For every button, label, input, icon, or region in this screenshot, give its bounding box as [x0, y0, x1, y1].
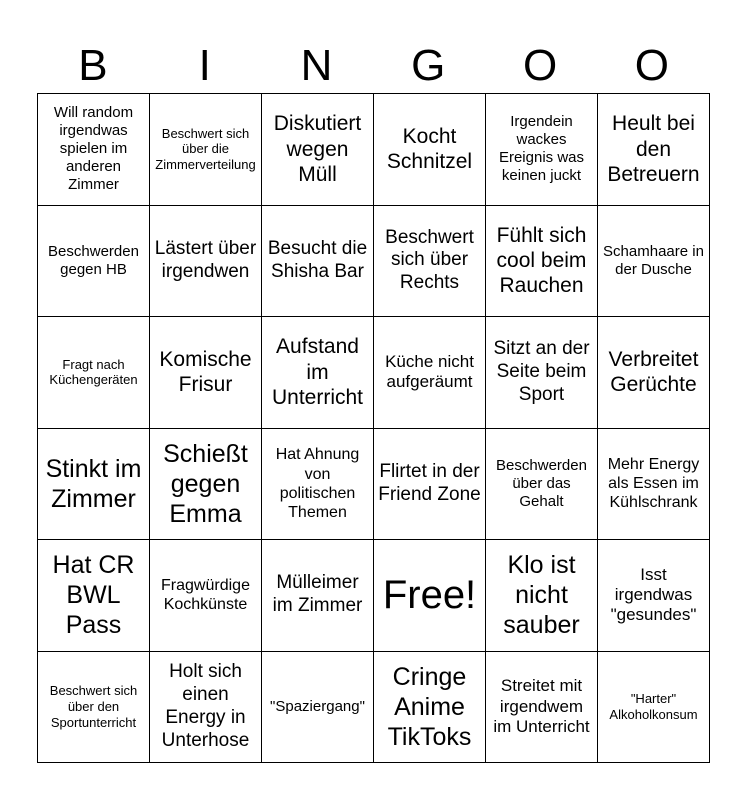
cell-text: Heult bei den Betreuern: [607, 112, 700, 186]
bingo-cell[interactable]: [374, 651, 486, 763]
cell-text: Schießt gegen Emma: [163, 439, 248, 528]
bingo-cell[interactable]: [598, 428, 710, 540]
cell-text: Klo ist nicht sauber: [503, 551, 580, 640]
header-letter: O: [522, 41, 558, 90]
cell-text: Beschwert sich über Rechts: [385, 226, 474, 294]
cell-text: Fragwürdige Kochkünste: [161, 577, 250, 614]
cell-text: Beschwerden über das Gehalt: [496, 456, 587, 510]
header-letter: N: [300, 41, 333, 90]
cell-text: Aufstand im Unterricht: [271, 335, 364, 409]
bingo-cell[interactable]: [486, 428, 598, 540]
bingo-cell[interactable]: [486, 94, 598, 206]
bingo-cell[interactable]: [598, 317, 710, 429]
cell-text: Isst irgendwas "gesundes": [610, 564, 697, 625]
cell-text: Free!: [382, 573, 477, 618]
cell-text: Diskutiert wegen Müll: [273, 112, 362, 186]
cell-text: Beschwerden gegen HB: [48, 242, 139, 278]
bingo-cell[interactable]: [374, 428, 486, 540]
cell-text: Fragt nach Küchengeräten: [49, 356, 138, 388]
bingo-cell[interactable]: [150, 651, 262, 763]
cell-text: Lästert über irgendwen: [154, 237, 257, 282]
bingo-cell[interactable]: [262, 428, 374, 540]
bingo-cell[interactable]: [598, 651, 710, 763]
bingo-header: [37, 38, 708, 94]
header-letter: B: [78, 41, 108, 90]
cell-text: "Spaziergang": [270, 697, 365, 715]
bingo-cell[interactable]: [150, 205, 262, 317]
cell-text: Kocht Schnitzel: [386, 125, 473, 174]
cell-text: Hat Ahnung von politischen Themen: [275, 446, 360, 521]
cell-text: Beschwert sich über den Sportunterricht: [49, 683, 138, 730]
bingo-cell[interactable]: [598, 94, 710, 206]
cell-text: Cringe Anime TikToks: [387, 662, 472, 751]
bingo-cell[interactable]: [38, 94, 150, 206]
bingo-cell[interactable]: [486, 540, 598, 652]
cell-text: Stinkt im Zimmer: [45, 454, 142, 513]
bingo-cell[interactable]: [38, 540, 150, 652]
bingo-cell[interactable]: [598, 205, 710, 317]
bingo-cell[interactable]: [150, 540, 262, 652]
cell-text: Besucht die Shisha Bar: [267, 237, 368, 282]
bingo-cell[interactable]: [262, 317, 374, 429]
bingo-cell[interactable]: [486, 317, 598, 429]
bingo-cell[interactable]: [38, 428, 150, 540]
cell-text: Mülleimer im Zimmer: [272, 572, 363, 617]
cell-text: Verbreitet Gerüchte: [608, 348, 699, 397]
cell-text: Holt sich einen Energy in Unterhose: [161, 661, 250, 751]
bingo-cell[interactable]: [486, 651, 598, 763]
bingo-cell[interactable]: [150, 317, 262, 429]
bingo-cell[interactable]: [486, 205, 598, 317]
header-letter: I: [198, 41, 211, 90]
cell-text: Streitet mit irgendwem im Unterricht: [493, 676, 590, 736]
cell-text: Mehr Energy als Essen im Kühlschrank: [607, 455, 700, 512]
header-letter: O: [634, 41, 669, 90]
bingo-cell[interactable]: [262, 94, 374, 206]
cell-text: "Harter" Alkoholkonsum: [609, 691, 698, 722]
bingo-cell[interactable]: [262, 651, 374, 763]
board-row: [38, 428, 710, 540]
cell-text: Beschwert sich über die Zimmerverteilung: [155, 125, 256, 173]
header-letter: G: [411, 41, 446, 90]
cell-text: Fühlt sich cool beim Rauchen: [496, 223, 587, 298]
cell-text: Schamhaare in der Dusche: [603, 242, 704, 278]
free-cell[interactable]: [374, 540, 486, 652]
cell-text: Flirtet in der Friend Zone: [378, 460, 481, 505]
bingo-cell[interactable]: [262, 540, 374, 652]
bingo-cell[interactable]: [374, 94, 486, 206]
cell-text: Will random irgendwas spielen im anderen Zimmer: [53, 104, 134, 194]
board-row: [38, 317, 710, 429]
bingo-cell[interactable]: [150, 428, 262, 540]
bingo-cell[interactable]: [374, 205, 486, 317]
board-row: [38, 651, 710, 763]
cell-text: Hat CR BWL Pass: [52, 551, 135, 640]
bingo-cell[interactable]: [150, 94, 262, 206]
bingo-cell[interactable]: [38, 317, 150, 429]
board-row: [38, 94, 710, 206]
cell-text: Sitzt an der Seite beim Sport: [493, 338, 590, 405]
board-row: [38, 205, 710, 317]
cell-text: Küche nicht aufgeräumt: [385, 351, 474, 392]
bingo-cell[interactable]: [598, 540, 710, 652]
cell-text: Irgendein wackes Ereignis was keinen juckt: [498, 113, 585, 185]
cell-text: Komische Frisur: [159, 348, 252, 397]
bingo-cell[interactable]: [262, 205, 374, 317]
bingo-board: [37, 93, 710, 763]
board-row: [38, 540, 710, 652]
bingo-cell[interactable]: [38, 651, 150, 763]
bingo-cell[interactable]: [38, 205, 150, 317]
bingo-cell[interactable]: [374, 317, 486, 429]
